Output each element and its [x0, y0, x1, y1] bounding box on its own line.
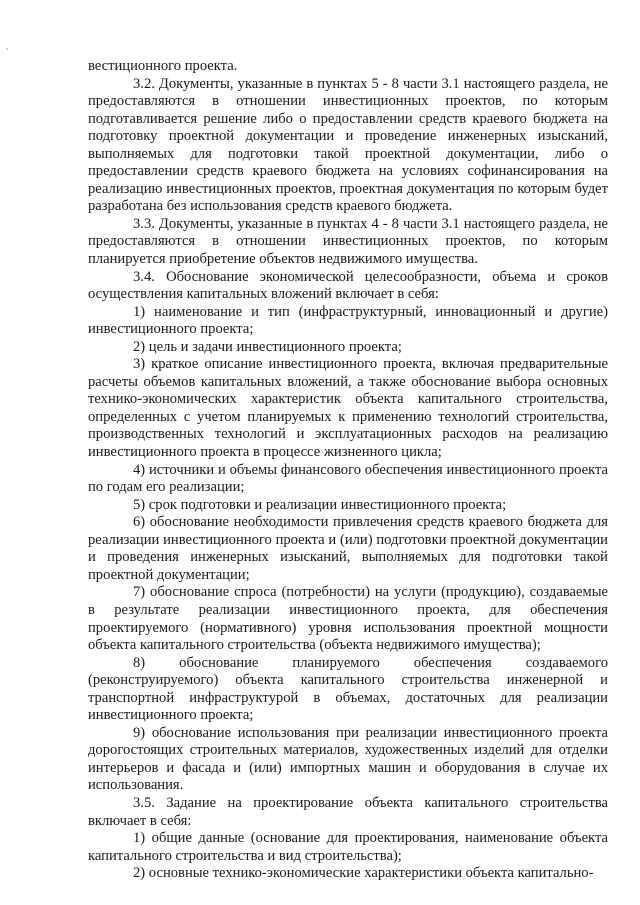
- list-item-4: 4) источники и объемы финансового обеспечения инвестиционного проекта по годам его реализации;: [88, 461, 608, 496]
- list-item-8: 8) обоснование планируемого обеспечения создаваемого (реконструируемого) объекта капитального строительства инженерной и транспортной инфраструктурой в объемах, достаточных для реализации инвестиционного проекта;: [88, 654, 608, 724]
- list-item-9: 9) обоснование использования при реализации инвестиционного проекта дорогостоящих строительных материалов, художественных изделий для отделки интерьеров и фасада и (или) импортных машин и оборудования в случае их использования.: [88, 724, 608, 794]
- list-item-2: 2) цель и задачи инвестиционного проекта;: [133, 338, 402, 355]
- list-item-3-5-1: 1) общие данные (основание для проектирования, наименование объекта капитального строительства и вид строительства);: [88, 830, 608, 864]
- list-item-6: 6) обоснование необходимости привлечения средств краевого бюджета для реализации инвестиционного проекта и (или) подготовки проектной документации и проведения инженерных изысканий, выполняемых для подготовки такой проектной документации;: [88, 514, 608, 583]
- paragraph-continuation: вестиционного проекта.: [88, 58, 238, 74]
- list-item-7: 7) обоснование спроса (потребности) на услуги (продукцию), создаваемые в результате реализации инвестиционного проекта, для обеспечения проектируемого (нормативного) уровня использования проектной мощности объекта капитального строительства (объекта недвижимого имущества);: [88, 584, 608, 654]
- paragraph-3-2: 3.2. Документы, указанные в пунктах 5 - 8 части 3.1 настоящего раздела, не предоставляются в отношении инвестиционных проектов, по которым подготавливается решение либо о предоставлении средств краевого бюджета на подготовку проектной документации и проведение инженерных изысканий, выполняемых для подготовки такой проектной документации, либо о предоставлении средств краевого бюджета на условиях софинансирования на реализацию инвестиционных проектов, проектная документация по которым будет разработана без использования средств краевого бюджета.: [88, 75, 608, 215]
- list-item-1: 1) наименование и тип (инфраструктурный, инновационный и другие) инвестиционного проекта;: [88, 303, 608, 338]
- list-item-5: 5) срок подготовки и реализации инвестиционного проекта;: [133, 496, 507, 513]
- paragraph-3-5: 3.5. Задание на проектирование объекта капитального строительства включает в себя:: [88, 794, 608, 829]
- paragraph-3-3: 3.3. Документы, указанные в пунктах 4 - 8 части 3.1 настоящего раздела, не предоставляются в отношении инвестиционных проектов, по которым планируется приобретение объектов недвижимого имущества.: [88, 215, 608, 268]
- scan-speck: [6, 48, 8, 50]
- list-item-3: 3) краткое описание инвестиционного проекта, включая предварительные расчеты объемов капитальных вложений, а также обоснование выбора основных технико-экономических характеристик объекта капитального строительства, определенных с учетом планируемых к применению технологий строительства, производственных технологий и эксплуатационных расходов на реализацию инвестиционного проекта в процессе жизненного цикла;: [88, 356, 608, 461]
- document-body: [88, 58, 608, 883]
- list-item-3-5-2: 2) основные технико-экономические характеристики объекта капитально-: [133, 865, 594, 882]
- paragraph-3-4: 3.4. Обоснование экономической целесообразности, объема и сроков осуществления капитальных вложений включает в себя:: [88, 268, 608, 303]
